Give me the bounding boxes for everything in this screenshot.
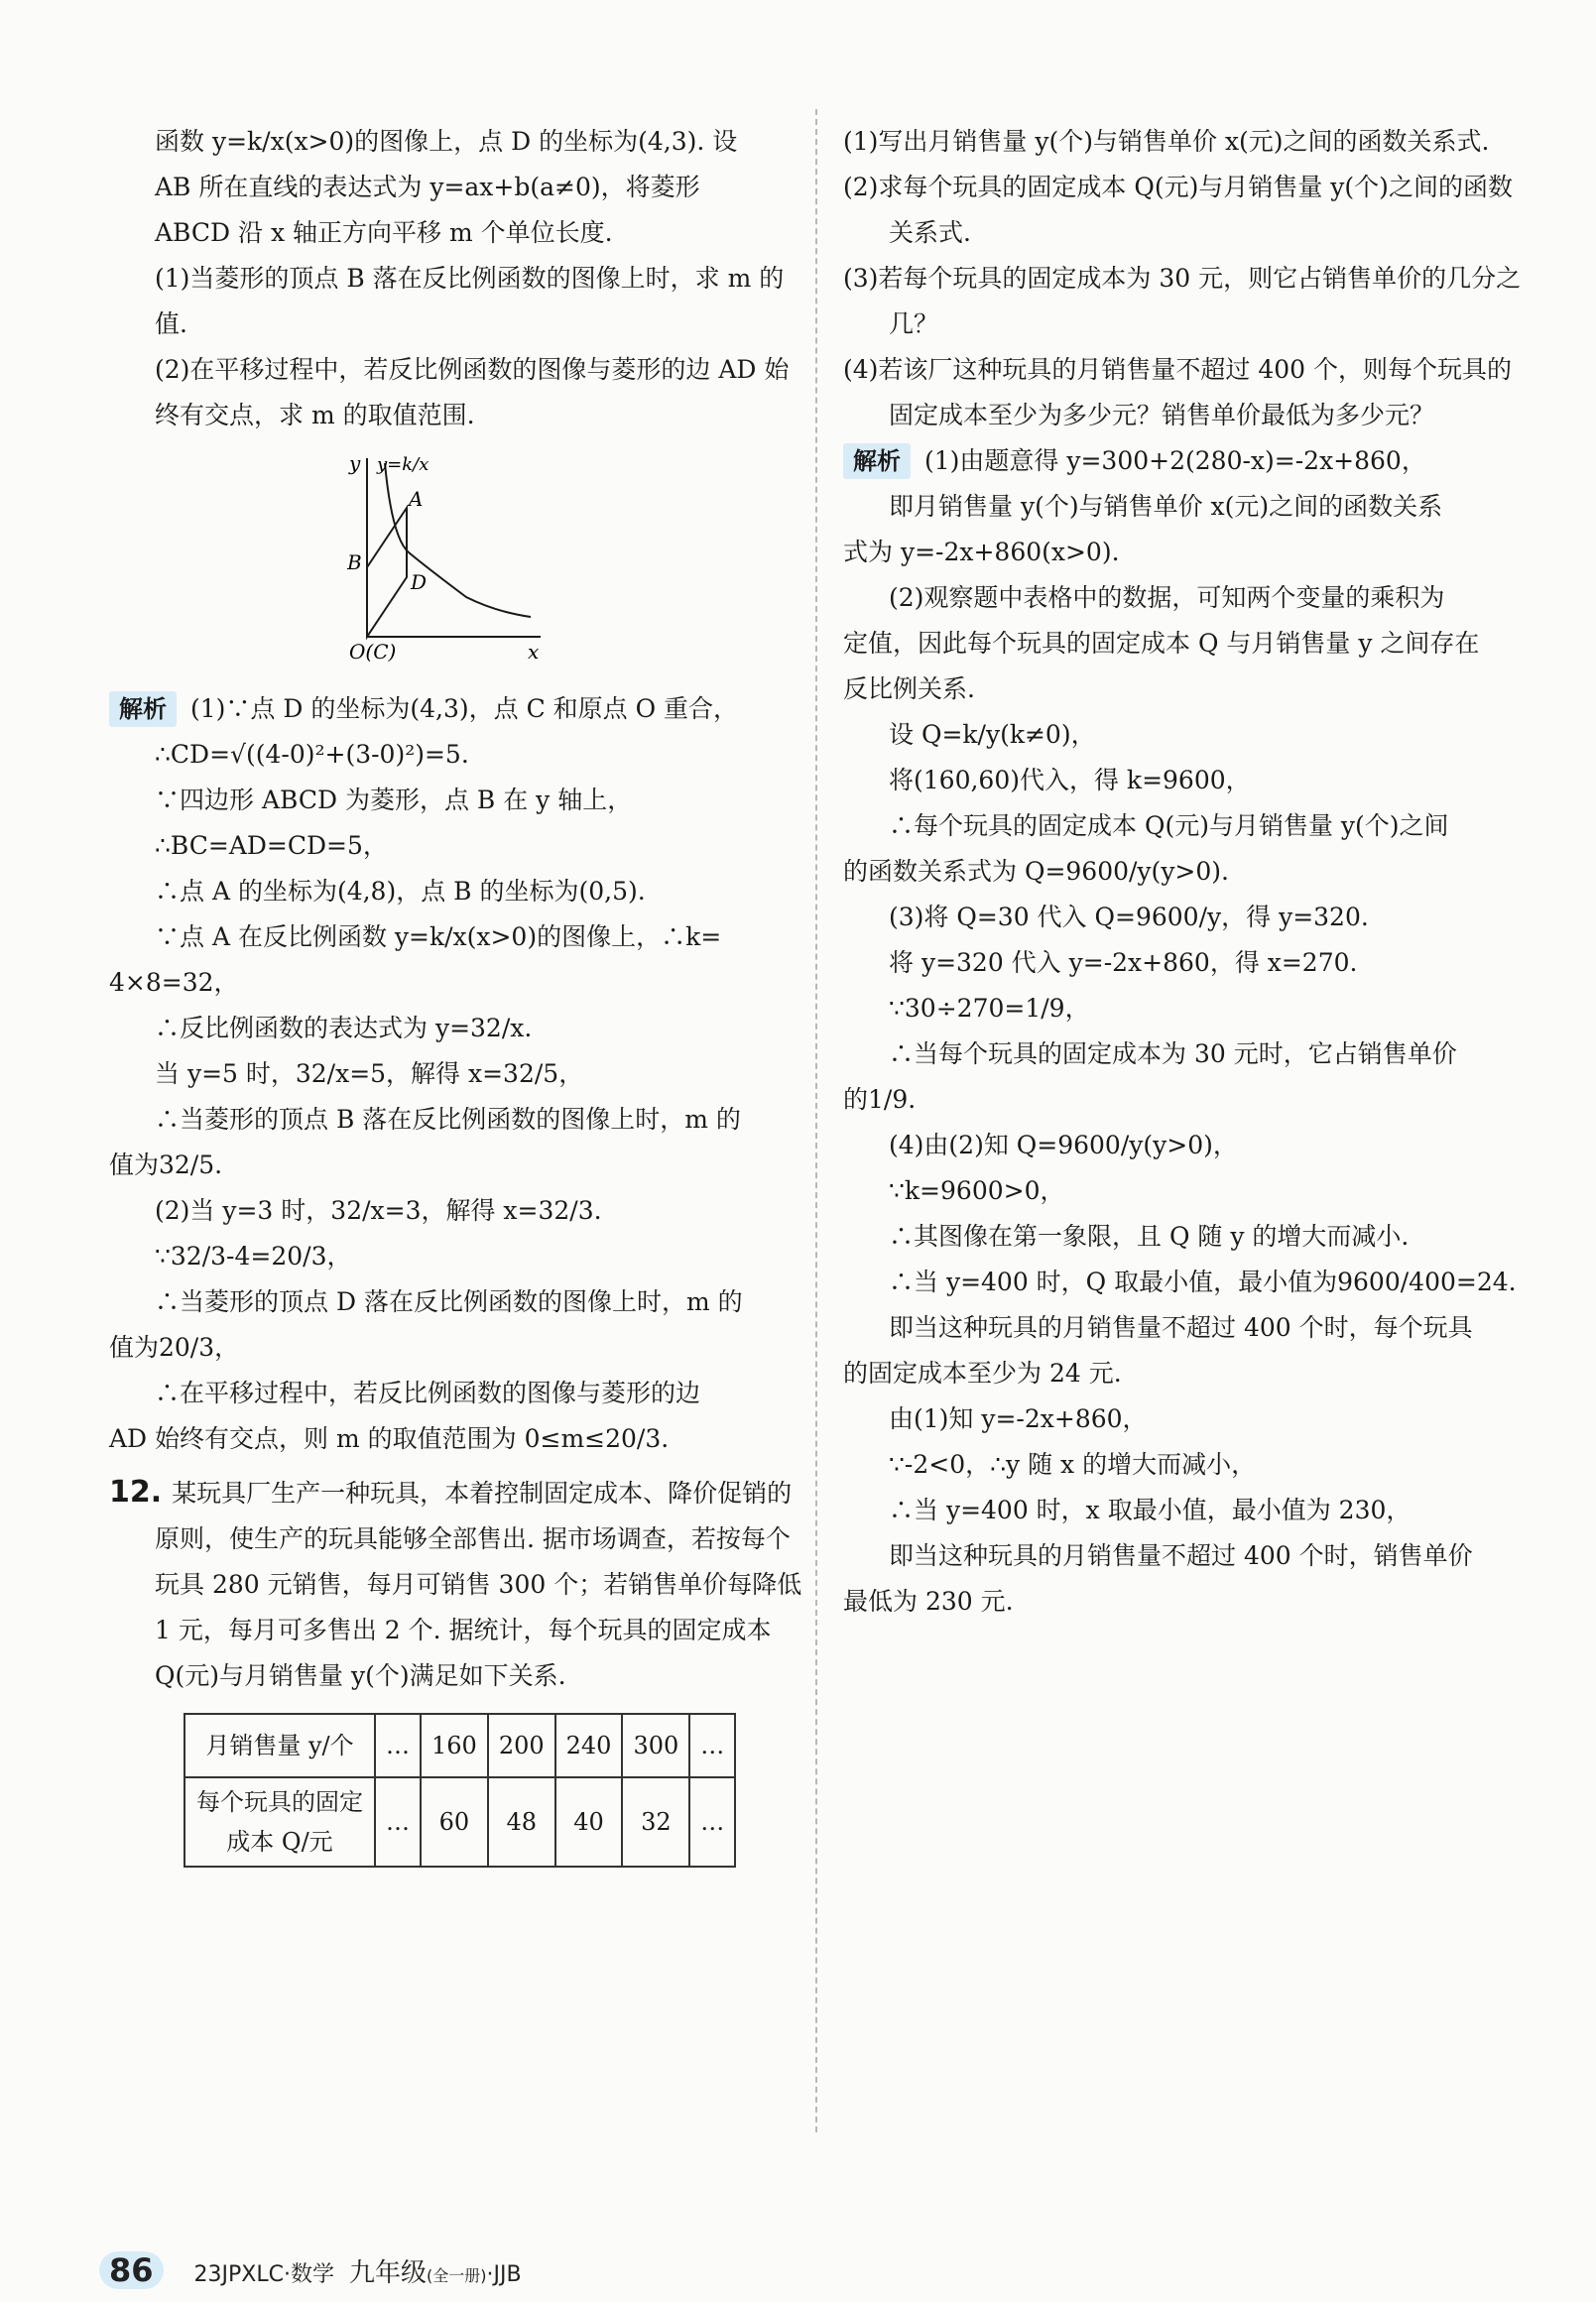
solution-line: 反比例关系. (843, 674, 975, 703)
solution-line: ∴当菱形的顶点 D 落在反比例函数的图像上时，m 的 (155, 1287, 743, 1316)
question-12 (109, 1470, 803, 1699)
curve-label: y=k/x (377, 454, 430, 475)
table-cell: 48 (488, 1777, 555, 1867)
intro-line-3: ABCD 沿 x 轴正方向平移 m 个单位长度. (155, 218, 613, 247)
table-cell: … (689, 1714, 735, 1777)
right-solution-text: (1)由题意得 y=300+2(280-x)=-2x+860， (924, 446, 1426, 475)
table-cell: … (375, 1777, 421, 1867)
right-solution-tag: 解析 (843, 443, 911, 479)
table-cell: 60 (421, 1777, 488, 1867)
solution-line: 即当这种玩具的月销售量不超过 400 个时，每个玩具 (889, 1313, 1473, 1342)
table-cell: 40 (555, 1777, 623, 1867)
right-solution-line-1 (843, 438, 1528, 484)
solution-line: ∴当 y=400 时，x 取最小值，最小值为 230， (889, 1496, 1412, 1524)
solution-tag: 解析 (109, 691, 177, 727)
table-row (184, 1777, 735, 1867)
rhombus-diagram (347, 448, 546, 666)
solution-line: 式为 y=-2x+860(x>0). (843, 538, 1120, 566)
solution-line: 定值，因此每个玩具的固定成本 Q 与月销售量 y 之间存在 (843, 629, 1480, 658)
page-number: 86 (99, 2251, 164, 2289)
question-2: (2)在平移过程中，若反比例函数的图像与菱形的边 AD 始终有交点，求 m 的取值范围. (155, 355, 790, 429)
solution-line: (4)由(2)知 Q=9600/y(y>0)， (889, 1131, 1238, 1159)
solution-line: 即月销售量 y(个)与销售单价 x(元)之间的函数关系 (889, 492, 1443, 521)
solution-line: AD 始终有交点，则 m 的取值范围为 0≤m≤20/3. (109, 1424, 670, 1453)
solution-line: ∵32/3-4=20/3， (155, 1242, 352, 1271)
book-code: 23JPXLC·数学 (193, 2262, 334, 2287)
right-column (843, 119, 1528, 1625)
table-cell: 160 (421, 1714, 488, 1777)
table-header: 每个玩具的固定成本 Q/元 (184, 1777, 375, 1867)
solution-line: 当 y=5 时，32/x=5，解得 x=32/5， (155, 1059, 584, 1088)
volume-label: (全一册) (426, 2266, 487, 2285)
solution-line: ∴CD=√((4-0)²+(3-0)²)=5. (155, 740, 469, 769)
right-question-1: (1)写出月销售量 y(个)与销售单价 x(元)之间的函数关系式. (843, 127, 1490, 156)
table-cell: 200 (488, 1714, 555, 1777)
solution-line: 设 Q=k/y(k≠0)， (889, 720, 1096, 749)
solution-text: (1)∵点 D 的坐标为(4,3)，点 C 和原点 O 重合， (190, 694, 739, 723)
table-cell: … (689, 1777, 735, 1867)
solution-line: ∴反比例函数的表达式为 y=32/x. (155, 1014, 533, 1042)
solution-line: 即当这种玩具的月销售量不超过 400 个时，销售单价 (889, 1541, 1473, 1570)
table-header: 月销售量 y/个 (184, 1714, 375, 1777)
solution-line: 将(160,60)代入，得 k=9600， (889, 766, 1251, 794)
solution-line: 值为32/5. (109, 1151, 223, 1179)
solution-line: ∴BC=AD=CD=5， (155, 831, 388, 860)
table-cell: 240 (555, 1714, 623, 1777)
solution-line: 的函数关系式为 Q=9600/y(y>0). (843, 857, 1229, 886)
solution-line: 将 y=320 代入 y=-2x+860，得 x=270. (889, 948, 1358, 977)
left-column (109, 119, 803, 1868)
question-12-text: 某玩具厂生产一种玩具，本着控制固定成本、降价促销的原则，使生产的玩具能够全部售出. 据市场调查，若按每个玩具 280 元销售，每月可销售 300 个；若销售单价每降低 1 元，每月可多售出 2 个. 据统计，每个玩具的固定成本 Q(元)与月销售量 y(个)满足如下关系. (155, 1479, 802, 1690)
solution-line: ∵-2<0，∴y 随 x 的增大而减小， (889, 1450, 1257, 1479)
solution-line: 4×8=32， (109, 968, 239, 997)
solution-line: 的1/9. (843, 1085, 917, 1114)
solution-line: (2)观察题中表格中的数据，可知两个变量的乘积为 (889, 583, 1445, 612)
right-question-2: (2)求每个玩具的固定成本 Q(元)与月销售量 y(个)之间的函数关系式. (843, 173, 1513, 247)
solution-line: (3)将 Q=30 代入 Q=9600/y，得 y=320. (889, 903, 1369, 931)
intro-line-1: 函数 y=k/x(x>0)的图像上，点 D 的坐标为(4,3). 设 (155, 127, 738, 156)
solution-line: ∵四边形 ABCD 为菱形，点 B 在 y 轴上， (155, 786, 633, 814)
solution-line: ∴当 y=400 时，Q 取最小值，最小值为9600/400=24. (889, 1268, 1517, 1296)
solution-line: 值为20/3， (109, 1333, 240, 1362)
table-cell: 300 (622, 1714, 689, 1777)
solution-line: 的固定成本至少为 24 元. (843, 1359, 1122, 1388)
question-1: (1)当菱形的顶点 B 落在反比例函数的图像上时，求 m 的值. (155, 264, 785, 338)
solution-line: ∴点 A 的坐标为(4,8)，点 B 的坐标为(0,5). (155, 877, 646, 906)
table-cell: … (375, 1714, 421, 1777)
solution-line: ∵k=9600>0， (889, 1176, 1065, 1205)
point-a-label: A (409, 487, 424, 511)
solution-line: ∴每个玩具的固定成本 Q(元)与月销售量 y(个)之间 (889, 811, 1449, 840)
solution-line: 最低为 230 元. (843, 1587, 1014, 1616)
table-row (184, 1714, 735, 1777)
question-number: 12. (109, 1475, 163, 1510)
solution-line: (2)当 y=3 时，32/x=3，解得 x=32/3. (155, 1196, 602, 1225)
y-axis-label: y (349, 451, 361, 475)
rhombus-abcd (367, 508, 407, 637)
right-question-4: (4)若该厂这种玩具的月销售量不超过 400 个，则每个玩具的固定成本至少为多少元？销售单价最低为多少元？ (843, 355, 1513, 429)
table-cell: 32 (622, 1777, 689, 1867)
solution-line: ∵30÷270=1/9， (889, 994, 1090, 1023)
origin-label: O(C) (349, 640, 397, 664)
point-d-label: D (411, 570, 428, 594)
solution-line: ∵点 A 在反比例函数 y=k/x(x>0)的图像上，∴k= (155, 922, 722, 951)
edition-label: ·JJB (486, 2262, 522, 2287)
x-axis-label: x (528, 640, 540, 664)
page-footer (99, 2251, 522, 2289)
solution-line: ∴其图像在第一象限，且 Q 随 y 的增大而减小. (889, 1222, 1410, 1251)
intro-line-2: AB 所在直线的表达式为 y=ax+b(a≠0)，将菱形 (155, 173, 700, 201)
solution-line: ∴当菱形的顶点 B 落在反比例函数的图像上时，m 的 (155, 1105, 741, 1134)
solution-line: 由(1)知 y=-2x+860， (889, 1404, 1148, 1433)
point-b-label: B (347, 550, 362, 574)
data-table (184, 1713, 736, 1868)
grade-label: 九年级 (348, 2258, 427, 2288)
solution-line: ∴当每个玩具的固定成本为 30 元时，它占销售单价 (889, 1039, 1457, 1068)
right-question-3: (3)若每个玩具的固定成本为 30 元，则它占销售单价的几分之几？ (843, 264, 1522, 338)
column-divider (815, 109, 817, 2132)
solution-line-1 (109, 686, 803, 732)
solution-line: ∴在平移过程中，若反比例函数的图像与菱形的边 (155, 1379, 701, 1407)
